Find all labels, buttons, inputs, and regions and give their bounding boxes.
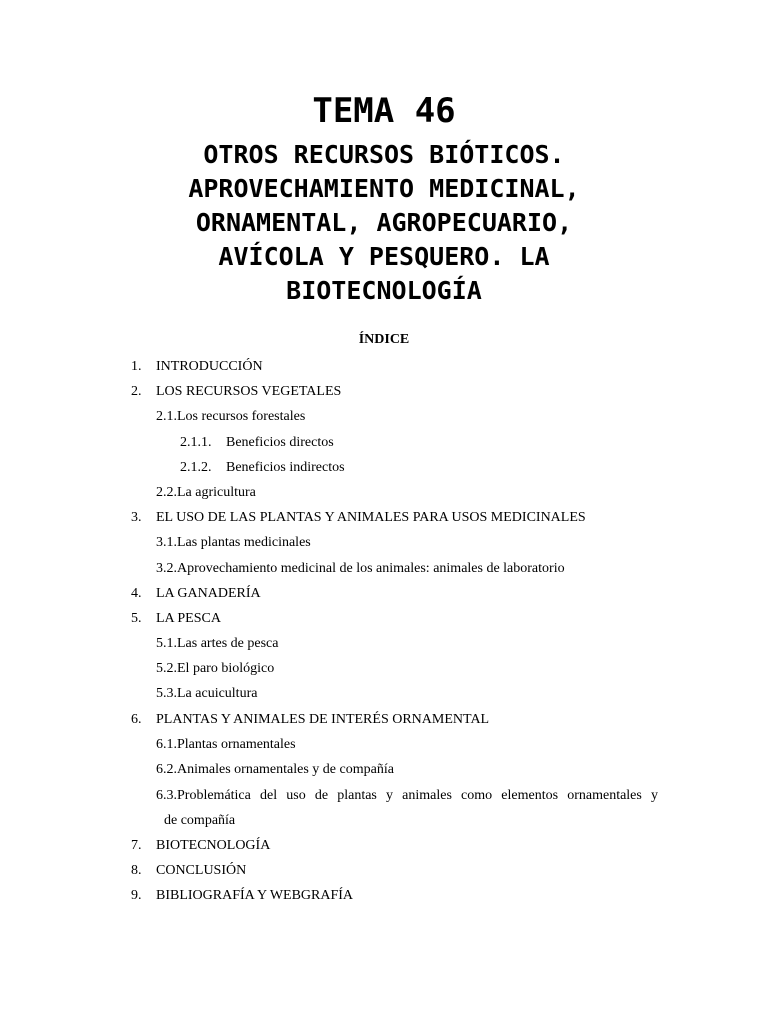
toc-label: BIBLIOGRAFÍA Y WEBGRAFÍA <box>156 887 354 903</box>
toc-item-3 <box>0 509 768 534</box>
toc-label: EL USO DE LAS PLANTAS Y ANIMALES PARA USOS MEDICINALES <box>156 510 586 526</box>
toc-item-2-1-1 <box>0 434 768 459</box>
toc-number: 7. <box>131 837 142 853</box>
toc-label: LOS RECURSOS VEGETALES <box>156 384 342 400</box>
toc-number: 2. <box>131 384 142 400</box>
toc-label: 6.1.Plantas ornamentales <box>156 736 296 752</box>
toc-item-3-1 <box>0 534 768 559</box>
toc-label: Beneficios indirectos <box>226 459 345 475</box>
toc-item-5-2 <box>0 660 768 685</box>
toc-item-1 <box>0 358 768 383</box>
toc-label: PLANTAS Y ANIMALES DE INTERÉS ORNAMENTAL <box>156 711 490 727</box>
toc-label: LA PESCA <box>156 610 221 626</box>
toc-item-8 <box>0 862 768 887</box>
toc-item-2-1 <box>0 408 768 433</box>
toc-number: 9. <box>131 887 142 903</box>
toc-item-4 <box>0 585 768 610</box>
toc-label: LA GANADERÍA <box>156 585 261 601</box>
toc-item-6-3 <box>0 786 768 836</box>
table-of-contents <box>0 358 768 912</box>
toc-item-3-2 <box>0 560 768 585</box>
toc-item-7 <box>0 837 768 862</box>
toc-label: CONCLUSIÓN <box>156 862 247 878</box>
toc-number: 1. <box>131 359 142 374</box>
toc-label: 2.2.La agricultura <box>156 484 256 500</box>
toc-label: 5.3.La acuicultura <box>156 686 258 702</box>
toc-label: 2.1.Los recursos forestales <box>156 409 306 425</box>
toc-label-line: de compañía <box>164 812 236 828</box>
toc-number: 3. <box>131 510 142 526</box>
index-heading: ÍNDICE <box>358 332 410 347</box>
toc-label: 3.1.Las plantas medicinales <box>156 535 311 551</box>
document-subtitle: OTROS RECURSOS BIÓTICOS. APROVECHAMIENTO MEDICINAL, ORNAMENTAL, AGROPECUARIO, AVÍCOLA Y PESQUERO. LA BIOTECNOLOGÍA <box>188 140 580 305</box>
toc-number: 4. <box>131 585 142 601</box>
toc-label: 5.2.El paro biológico <box>156 661 275 677</box>
toc-item-6 <box>0 711 768 736</box>
toc-number: 2.1.1. <box>180 434 212 450</box>
toc-label: Beneficios directos <box>226 434 334 450</box>
toc-label-line: 6.3.Problemática del uso de plantas y animales como elementos ornamentales y <box>156 787 658 803</box>
document-title: TEMA 46 <box>312 91 456 131</box>
toc-label: 5.1.Las artes de pesca <box>156 636 279 652</box>
toc-label: 6.2.Animales ornamentales y de compañía <box>156 762 394 777</box>
toc-number: 5. <box>131 610 142 626</box>
toc-label: 3.2.Aprovechamiento medicinal de los animales: animales de laboratorio <box>156 560 565 576</box>
toc-number: 8. <box>131 862 142 878</box>
toc-item-9 <box>0 887 768 912</box>
toc-item-6-1 <box>0 736 768 761</box>
toc-item-5-3 <box>0 685 768 710</box>
toc-number: 6. <box>131 711 142 727</box>
toc-item-2-1-2 <box>0 459 768 484</box>
toc-item-5-1 <box>0 635 768 660</box>
toc-label <box>156 783 658 833</box>
toc-item-2 <box>0 383 768 408</box>
toc-label: BIOTECNOLOGÍA <box>156 837 271 853</box>
toc-item-5 <box>0 610 768 635</box>
toc-label: INTRODUCCIÓN <box>156 359 263 374</box>
toc-item-2-2 <box>0 484 768 509</box>
toc-number: 2.1.2. <box>180 459 212 475</box>
